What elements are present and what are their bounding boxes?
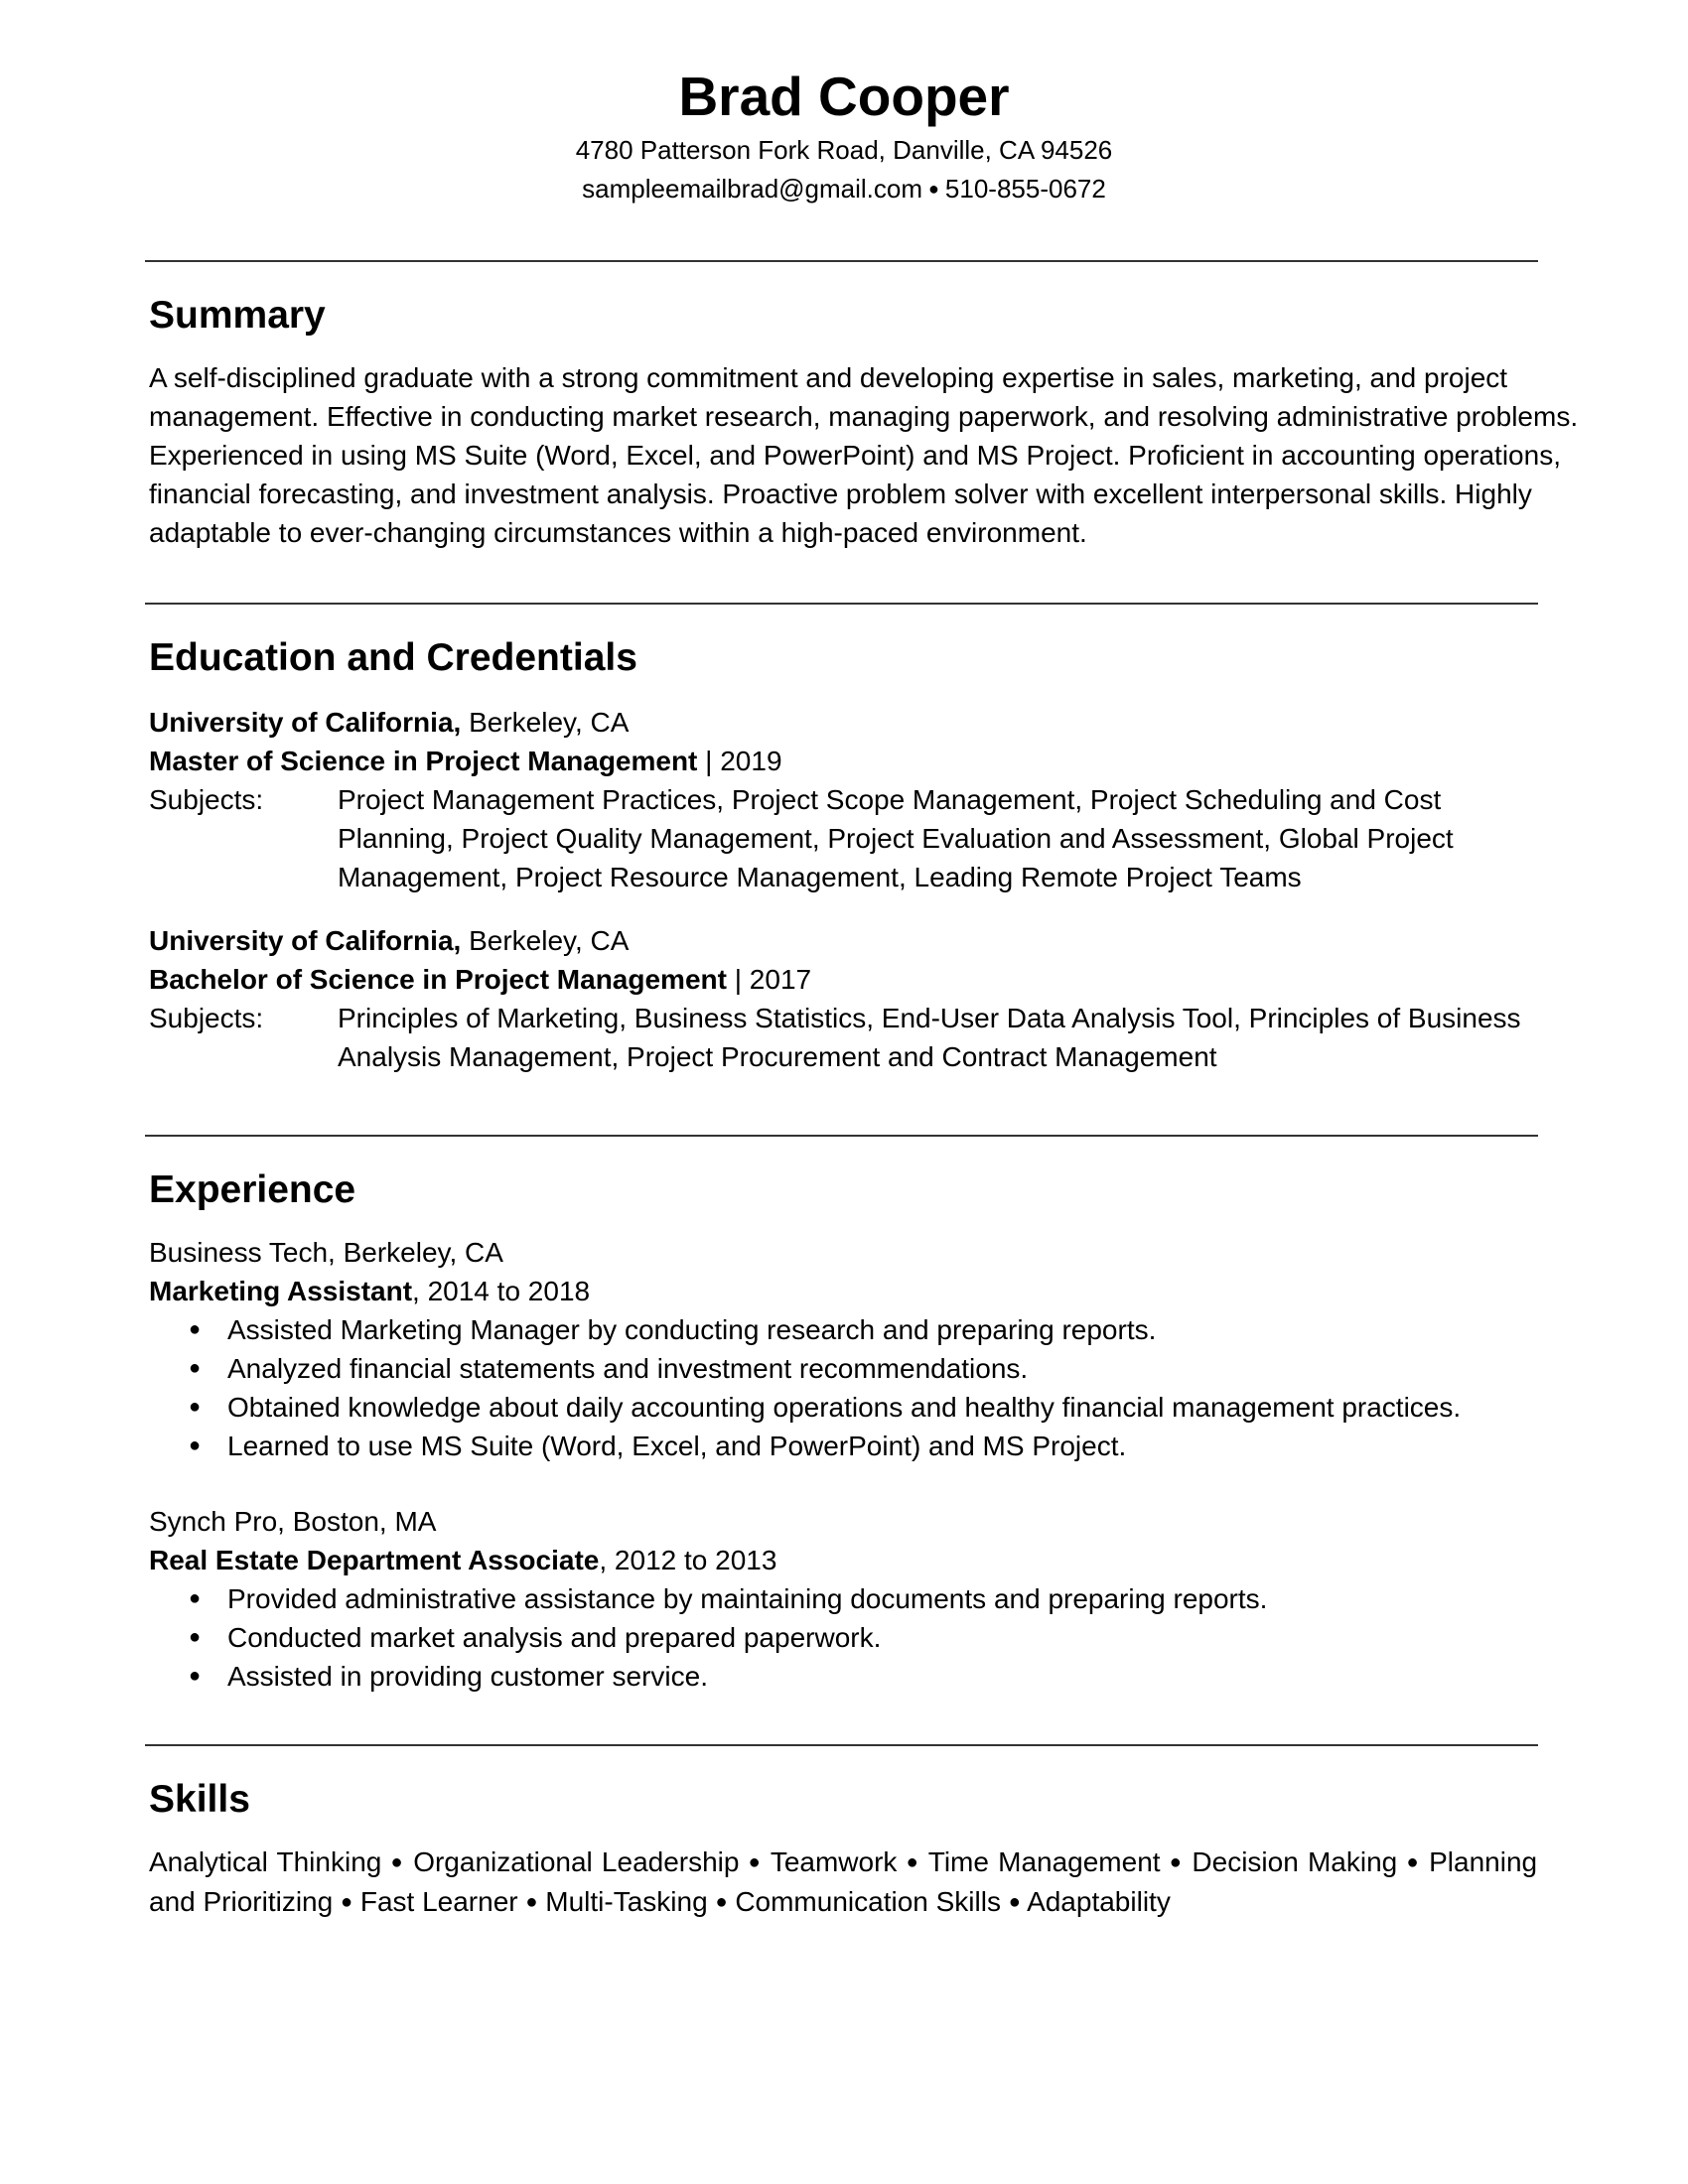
skill-item: Decision Making [1192, 1846, 1398, 1877]
bullet-text: Analyzed financial statements and investment recommendations. [227, 1353, 1029, 1384]
separator-bullet-icon: ● [1406, 1851, 1420, 1873]
education-entry [149, 703, 1584, 896]
skill-item: Fast Learner [359, 1886, 518, 1917]
school-line [149, 703, 1584, 742]
section-title: Skills [149, 1778, 250, 1821]
bullet-icon: ● [189, 1318, 202, 1340]
company-line: Business Tech, Berkeley, CA [149, 1237, 503, 1268]
school-line [149, 921, 1584, 960]
skill-item: Organizational Leadership [413, 1846, 740, 1877]
skill-item: Time Management [927, 1846, 1161, 1877]
job-entry [149, 1502, 1584, 1696]
subjects-row [149, 780, 1584, 896]
separator-bullet-icon: ● [1169, 1851, 1184, 1873]
section-title: Education and Credentials [149, 636, 637, 679]
role-line: Marketing Assistant, 2014 to 2018 [149, 1276, 591, 1306]
separator-bullet-icon: ● [525, 1891, 538, 1913]
bullet-icon: ● [189, 1587, 202, 1609]
degree-line: Master of Science in Project Management | 2019 [149, 746, 782, 776]
skill-item: Multi-Tasking [545, 1886, 708, 1917]
separator-bullet-icon: ● [928, 179, 939, 199]
job-bullets [149, 1579, 1584, 1696]
separator-bullet-icon: ● [906, 1851, 920, 1873]
subjects-text: Project Management Practices, Project Scope Management, Project Scheduling and Cost Planning, Project Quality Management, Project Evaluation and Assessment, Global Project Management, Project Resource Management, Leading Remote Project Teams [338, 784, 1454, 892]
school-location: Berkeley, CA [469, 925, 630, 956]
skill-item: Planning and Prioritizing [149, 1846, 1538, 1917]
subjects-label: Subjects: [149, 784, 264, 815]
section-divider [145, 1744, 1538, 1746]
degree-name: Master of Science in Project Management [149, 746, 698, 776]
list-item [149, 1618, 1584, 1657]
section-divider [145, 260, 1538, 262]
section-divider [145, 603, 1538, 605]
bullet-icon: ● [189, 1396, 202, 1418]
separator-bullet-icon: ● [1008, 1891, 1021, 1913]
summary-text: A self-disciplined graduate with a strong commitment and developing expertise in sales, marketing, and project management. Effective in conducting market research, managing paperwork, and resolving administrative problems. Experienced in using MS Suite (Word, Excel, and PowerPoint) and MS Project. Proficient in accounting operations, financial forecasting, and investment analysis. Proactive problem solver with excellent interpersonal skills. Highly adaptable to ever-changing circumstances within a high-paced environment. [149, 362, 1579, 548]
job-dates: 2012 to 2013 [614, 1545, 777, 1575]
bullet-text: Obtained knowledge about daily accounting operations and healthy financial management practices. [227, 1392, 1462, 1423]
email-text: sampleemailbrad@gmail.com [582, 174, 923, 204]
school-location: Berkeley, CA [469, 707, 630, 738]
resume-header [0, 62, 1688, 208]
section-divider [145, 1135, 1538, 1137]
candidate-name: Brad Cooper [678, 66, 1010, 127]
bullet-icon: ● [189, 1665, 202, 1687]
contact-line [0, 170, 1688, 208]
separator-bullet-icon: ● [390, 1851, 405, 1873]
school-name: University of California, [149, 925, 462, 956]
subjects-text: Principles of Marketing, Business Statistics, End-User Data Analysis Tool, Principles of Business Analysis Management, Project Procurement and Contract Management [338, 1003, 1521, 1072]
separator-bullet-icon: ● [715, 1891, 728, 1913]
job-role: Marketing Assistant [149, 1276, 413, 1306]
bullet-icon: ● [189, 1357, 202, 1379]
degree-year: 2019 [720, 746, 782, 776]
section-title: Summary [149, 294, 326, 337]
role-line: Real Estate Department Associate, 2012 to 2013 [149, 1545, 777, 1575]
bullet-text: Assisted in providing customer service. [227, 1661, 708, 1692]
list-item [149, 1388, 1584, 1427]
degree-line: Bachelor of Science in Project Management | 2017 [149, 964, 812, 995]
list-item [149, 1427, 1584, 1465]
job-entry [149, 1233, 1584, 1465]
list-item [149, 1310, 1584, 1349]
bullet-text: Provided administrative assistance by maintaining documents and preparing reports. [227, 1583, 1268, 1614]
list-item [149, 1579, 1584, 1618]
bullet-icon: ● [189, 1626, 202, 1648]
subjects-row [149, 999, 1584, 1076]
education-section [149, 633, 1584, 1076]
list-item [149, 1349, 1584, 1388]
subjects-label: Subjects: [149, 1003, 264, 1033]
section-title: Experience [149, 1168, 356, 1211]
address-line: 4780 Patterson Fork Road, Danville, CA 94526 [575, 135, 1113, 165]
skill-item: Adaptability [1027, 1886, 1171, 1917]
skills-section [149, 1775, 1584, 1922]
education-entry [149, 921, 1584, 1076]
skills-list [149, 1843, 1537, 1922]
separator-bullet-icon: ● [340, 1891, 353, 1913]
bullet-text: Learned to use MS Suite (Word, Excel, and PowerPoint) and MS Project. [227, 1431, 1127, 1461]
skill-item: Analytical Thinking [149, 1846, 382, 1877]
bullet-text: Assisted Marketing Manager by conducting research and preparing reports. [227, 1314, 1157, 1345]
degree-year: 2017 [749, 964, 812, 995]
skill-item: Teamwork [770, 1846, 898, 1877]
list-item [149, 1657, 1584, 1696]
degree-name: Bachelor of Science in Project Management [149, 964, 727, 995]
bullet-text: Conducted market analysis and prepared paperwork. [227, 1622, 882, 1653]
phone-text: 510-855-0672 [944, 174, 1106, 204]
bullet-icon: ● [189, 1434, 202, 1456]
experience-section [149, 1165, 1584, 1696]
job-bullets [149, 1310, 1584, 1465]
job-role: Real Estate Department Associate [149, 1545, 600, 1575]
job-dates: 2014 to 2018 [427, 1276, 591, 1306]
skill-item: Communication Skills [735, 1886, 1001, 1917]
separator-bullet-icon: ● [748, 1851, 763, 1873]
summary-section [149, 291, 1584, 552]
school-name: University of California, [149, 707, 462, 738]
company-line: Synch Pro, Boston, MA [149, 1506, 437, 1537]
